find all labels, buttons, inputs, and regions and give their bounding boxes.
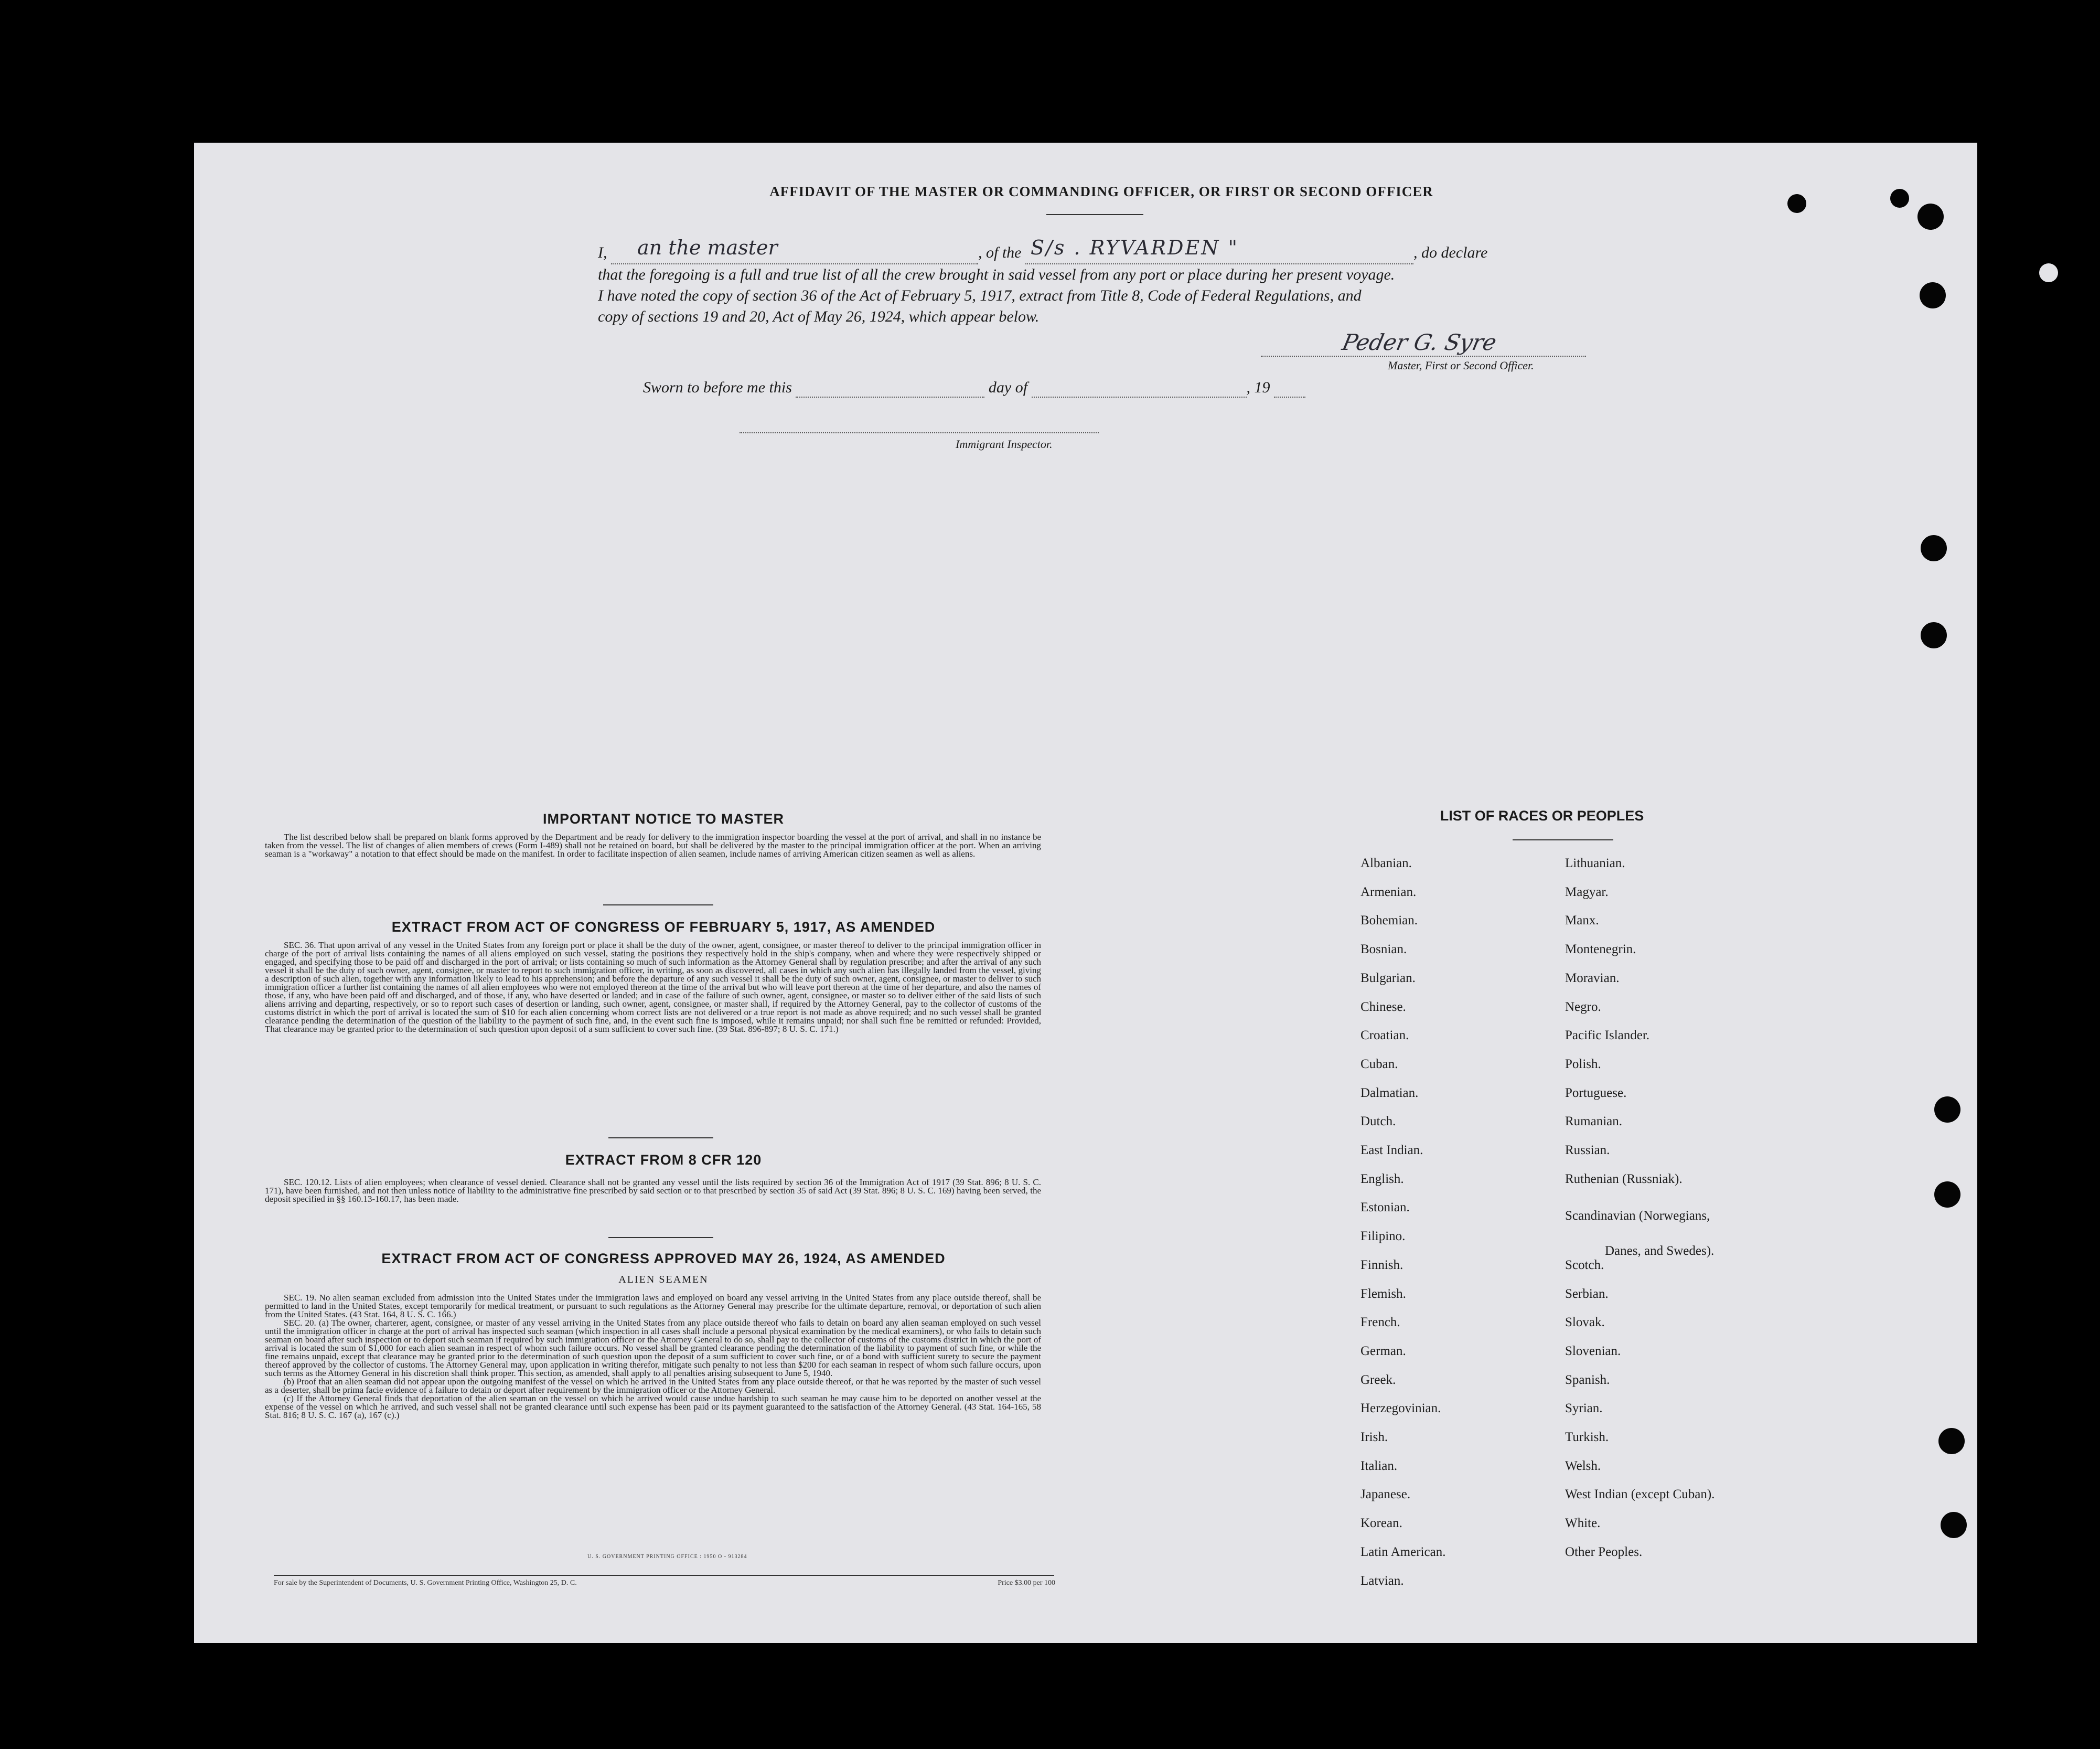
punch-hole bbox=[1938, 1428, 1965, 1454]
race-item: Korean. bbox=[1360, 1516, 1402, 1531]
extract-1924-title: EXTRACT FROM ACT OF CONGRESS APPROVED MAY 26, 1924, AS AMENDED bbox=[381, 1251, 946, 1266]
punch-hole bbox=[1890, 189, 1909, 208]
race-item: Danes, and Swedes). bbox=[1605, 1244, 1715, 1259]
punch-hole bbox=[1917, 204, 1944, 230]
sworn-year-field[interactable] bbox=[1274, 379, 1305, 398]
sec-20c: (c) If the Attorney General finds that deportation of the alien seaman on the vessel on which he arrived would cause undue hardship to such seaman he may cause him to be deported on another vessel at the expense of the vessel on which he arrived, and such vessel shall not be granted clearance until such expense has been paid or its payment guaranteed to the satisfaction of the Attorney General. (43 Stat. 164-165, 58 Stat. 816; 8 U. S. C. 167 (a), 167 (c).) bbox=[265, 1393, 1041, 1420]
race-item: Portuguese. bbox=[1565, 1085, 1627, 1100]
footer bbox=[274, 1579, 1055, 1587]
races-title: LIST OF RACES OR PEOPLES bbox=[1440, 808, 1644, 824]
year-prefix: , 19 bbox=[1246, 379, 1270, 396]
race-item: Flemish. bbox=[1360, 1286, 1406, 1301]
declaration-line-2: that the foregoing is a full and true list of all the crew brought in said vessel from any port or place during her present voyage. bbox=[598, 266, 1395, 283]
handwritten-vessel: S/s . RYVARDEN " bbox=[1031, 236, 1239, 259]
handwritten-name: an the master bbox=[637, 236, 778, 259]
race-item: White. bbox=[1565, 1516, 1601, 1531]
race-item: Dutch. bbox=[1360, 1114, 1396, 1129]
race-item: Turkish. bbox=[1565, 1430, 1609, 1444]
declaration bbox=[598, 236, 1594, 327]
race-item: Armenian. bbox=[1360, 884, 1417, 899]
race-item: Montenegrin. bbox=[1565, 942, 1636, 957]
race-item: English. bbox=[1360, 1171, 1404, 1186]
race-item: Other Peoples. bbox=[1565, 1544, 1643, 1559]
punch-hole bbox=[1921, 622, 1947, 648]
race-item: Welsh. bbox=[1565, 1458, 1601, 1473]
i-label: I, bbox=[598, 244, 607, 261]
race-item: Lithuanian. bbox=[1565, 856, 1625, 870]
race-item: Latin American. bbox=[1360, 1544, 1446, 1559]
race-item: German. bbox=[1360, 1343, 1406, 1358]
race-item: Filipino. bbox=[1360, 1229, 1406, 1244]
name-field[interactable] bbox=[611, 236, 978, 264]
race-item: Bulgarian. bbox=[1360, 971, 1416, 985]
race-item: Moravian. bbox=[1565, 971, 1620, 985]
punch-hole bbox=[1941, 1512, 1967, 1538]
notice-text: The list described below shall be prepared on blank forms approved by the Department and be ready for delivery to the immigration inspector boarding the vessel at the port of arrival, and shall in no instance be taken from the vessel. The list of changes of alien members of crews (Form I-489) shall not be retained on board, but shall be delivered by the master to the principal immigration officer at the port. When an arriving seaman is a "workaway" a notation to that effect should be made on the manifest. In order to facilitate inspection of alien seamen, include names of arriving American citizen seamen as well as aliens. bbox=[265, 832, 1041, 859]
race-item: West Indian (except Cuban). bbox=[1565, 1487, 1715, 1502]
sworn-label: Sworn to before me this bbox=[643, 379, 792, 396]
notice-title: IMPORTANT NOTICE TO MASTER bbox=[543, 811, 784, 827]
race-item: Chinese. bbox=[1360, 999, 1406, 1014]
punch-hole bbox=[1920, 282, 1946, 308]
race-item: Herzegovinian. bbox=[1360, 1401, 1441, 1416]
race-item: Serbian. bbox=[1565, 1286, 1609, 1301]
race-item: Cuban. bbox=[1360, 1057, 1398, 1071]
of-the-label: , of the bbox=[978, 244, 1022, 261]
race-item: Magyar. bbox=[1565, 884, 1609, 899]
sworn-line bbox=[643, 379, 1305, 398]
race-item: Bohemian. bbox=[1360, 913, 1418, 928]
do-declare-label: , do declare bbox=[1413, 244, 1488, 261]
extract-cfr-rule bbox=[608, 1237, 713, 1238]
race-item: Ruthenian (Russniak). bbox=[1565, 1171, 1683, 1186]
extract-cfr-title: EXTRACT FROM 8 CFR 120 bbox=[565, 1152, 762, 1168]
race-item: Japanese. bbox=[1360, 1487, 1411, 1502]
race-item: French. bbox=[1360, 1315, 1400, 1330]
inspector-label: Immigrant Inspector. bbox=[956, 438, 1053, 451]
race-item: Irish. bbox=[1360, 1430, 1388, 1444]
extract-1917-title: EXTRACT FROM ACT OF CONGRESS OF FEBRUARY 5, 1917, AS AMENDED bbox=[391, 919, 936, 935]
vessel-field[interactable] bbox=[1025, 236, 1413, 264]
races-rule bbox=[1513, 839, 1613, 840]
handwritten-signature: Peder G. Syre bbox=[1340, 329, 1499, 355]
race-item: Russian. bbox=[1565, 1143, 1610, 1157]
sec-19: SEC. 19. No alien seaman excluded from admission into the United States under the immigration laws and employed on board any vessel arriving in the United States from any place outside thereof, shall be permitted to land in the United States, except temporarily for medical treatment, or pursuant to such regulations as the Attorney General may prescribe for the ultimate departure, removal, or deportation of such alien from the United States. (43 Stat. 164, 8 U. S. C. 166.) bbox=[265, 1293, 1041, 1319]
race-item: Slovak. bbox=[1565, 1315, 1605, 1330]
affidavit-title: AFFIDAVIT OF THE MASTER OR COMMANDING OFFICER, OR FIRST OR SECOND OFFICER bbox=[769, 184, 1433, 199]
punch-hole bbox=[1921, 535, 1947, 561]
punch-hole bbox=[2039, 263, 2058, 282]
signature-label: Master, First or Second Officer. bbox=[1388, 359, 1534, 372]
sworn-day-field[interactable] bbox=[796, 379, 984, 398]
race-item: Dalmatian. bbox=[1360, 1085, 1419, 1100]
declaration-line-3: I have noted the copy of section 36 of the Act of February 5, 1917, extract from Title 8, Code of Federal Regulations, and bbox=[598, 287, 1362, 304]
declaration-line-4: copy of sections 19 and 20, Act of May 26, 1924, which appear below. bbox=[598, 308, 1040, 325]
signature-line bbox=[1261, 356, 1586, 357]
sworn-month-field[interactable] bbox=[1032, 379, 1247, 398]
race-item: Pacific Islander. bbox=[1565, 1028, 1650, 1043]
race-item: Albanian. bbox=[1360, 856, 1412, 870]
race-item: Spanish. bbox=[1565, 1372, 1610, 1387]
day-of-label: day of bbox=[988, 379, 1028, 396]
inspector-line bbox=[740, 432, 1099, 433]
alien-seamen-subtitle: ALIEN SEAMEN bbox=[618, 1274, 709, 1285]
printing-office-mark: U. S. GOVERNMENT PRINTING OFFICE : 1950 O - 913284 bbox=[587, 1554, 747, 1560]
sec-20a: SEC. 20. (a) The owner, charterer, agent, consignee, or master of any vessel arriving in the United States from any place outside thereof who fails to detain on board any alien seaman employed on such vessel until the immigration officer in charge at the port of arrival has inspected such seaman (which inspection in all cases shall include a personal physical examination by the medical examiners), or who fails to detain such seaman on board after such inspection or to deport such seaman if required by such immigration officer or the Attorney General to do so, shall pay to the collector of customs of the customs district in which the port of arrival is located the sum of $1,000 for each alien seaman in respect of whom such failure occurs. No vessel shall be granted clearance pending the determination of the liability to payment of such fine, or while the fine remains unpaid, except that clearance may be granted prior to the determination of such question upon the deposit of a sum sufficient to cover such fine, or of a bond with sufficient surety to secure the payment thereof approved by the collector of customs. The Attorney General may, upon application in writing therefor, mitigate such penalty to not less than $200 for each seaman in respect of whom such failure occurs, upon such terms as the Attorney General in his discretion shall think proper. This section, as amended, shall apply to all penalties arising subsequent to June 5, 1940. bbox=[265, 1318, 1041, 1378]
race-item: Finnish. bbox=[1360, 1257, 1403, 1272]
notice-rule bbox=[603, 904, 713, 905]
race-item: Scotch. bbox=[1565, 1257, 1604, 1272]
punch-hole bbox=[1787, 194, 1806, 213]
footer-rule bbox=[274, 1575, 1054, 1576]
race-item: Croatian. bbox=[1360, 1028, 1409, 1043]
extract-1917-text: SEC. 36. That upon arrival of any vessel in the United States from any foreign port or place it shall be the duty of the owner, agent, consignee, or master thereof to deliver to the principal immigration officer in charge of the port of arrival lists containing the names of all aliens employed on such vessel, stating the positions they respectively hold in the ship's company, when and where they were respectively shipped or engaged, and specifying those to be paid off and discharged in the port of arrival; or lists containing so much of such information as the Attorney General shall by regulation prescribe; and after the arrival of any such vessel it shall be the duty of such owner, agent, consignee, or master to report to such immigration officer, in writing, as soon as discovered, all cases in which any such alien has illegally landed from the vessel, giving a description of such alien, together with any information likely to lead to his apprehension; and before the departure of any such vessel it shall be the duty of such owner, agent, consignee, or master to deliver to such immigration officer a further list containing the names of all alien employees who were not employed thereon at the time of the arrival but who will leave port thereon at the time of her departure, and also the names of those, if any, who have been paid off and discharged, and of those, if any, who have deserted or landed; and in case of the failure of such owner, agent, consignee, or master so to deliver either of the said lists of such aliens arriving and departing, respectively, or so to report such cases of desertion or landing, such owner, agent, consignee, or master shall, if required by the Attorney General, pay to the collector of customs of the customs district in which the port of arrival is located the sum of $10 for each alien concerning whom correct lists are not delivered or a true report is not made as above required; and no such vessel shall be granted clearance pending the determination of the question of the liability to the payment of such fine, and, in the event such fine is imposed, while it remains unpaid; nor shall such fine be remitted or refunded: Provided, That clearance may be granted prior to the determination of such question upon deposit of a sum sufficient to cover such fine. (39 Stat. 896-897; 8 U. S. C. 171.) bbox=[265, 940, 1041, 1034]
title-rule bbox=[1046, 214, 1143, 215]
race-item: Rumanian. bbox=[1565, 1114, 1623, 1129]
sec-20b: (b) Proof that an alien seaman did not appear upon the outgoing manifest of the vessel on which he arrived in the United States from any place outside thereof, or that he was reported by the master of such vessel as a deserter, shall be prima facie evidence of a failure to detain or deport after requirement by the immigration officer or the Attorney General. bbox=[265, 1377, 1041, 1395]
race-item: Slovenian. bbox=[1565, 1343, 1621, 1358]
punch-hole bbox=[1934, 1181, 1960, 1208]
extract-1917-rule bbox=[608, 1137, 713, 1138]
race-item: Syrian. bbox=[1565, 1401, 1603, 1416]
extract-cfr-text: SEC. 120.12. Lists of alien employees; when clearance of vessel denied. Clearance shall not be granted any vessel until the lists required by section 36 of the Immigration Act of 1917 (39 Stat. 896; 8 U. S. C. 171), have been furnished, and not then unless notice of liability to the administrative fine prescribed by said section or to that prescribed by section 35 of said Act (39 Stat. 896; 8 U. S. C. 169) having been served, the deposit specified in §§ 160.13-160.17, has been made. bbox=[265, 1177, 1041, 1204]
race-item: Scandinavian (Norwegians, bbox=[1565, 1209, 1710, 1223]
race-item: Manx. bbox=[1565, 913, 1599, 928]
race-item: Greek. bbox=[1360, 1372, 1396, 1387]
footer-left: For sale by the Superintendent of Documents, U. S. Government Printing Office, Washington 25, D. C. bbox=[274, 1579, 577, 1587]
race-item: Negro. bbox=[1565, 999, 1601, 1014]
extract-1924-text bbox=[265, 1294, 1041, 1420]
race-item: Italian. bbox=[1360, 1458, 1398, 1473]
race-item: Latvian. bbox=[1360, 1573, 1404, 1588]
race-item: Bosnian. bbox=[1360, 942, 1407, 957]
footer-right: Price $3.00 per 100 bbox=[998, 1579, 1055, 1587]
punch-hole bbox=[1934, 1096, 1960, 1123]
race-item: East Indian. bbox=[1360, 1143, 1423, 1157]
race-item: Estonian. bbox=[1360, 1200, 1410, 1215]
race-item: Polish. bbox=[1565, 1057, 1601, 1071]
